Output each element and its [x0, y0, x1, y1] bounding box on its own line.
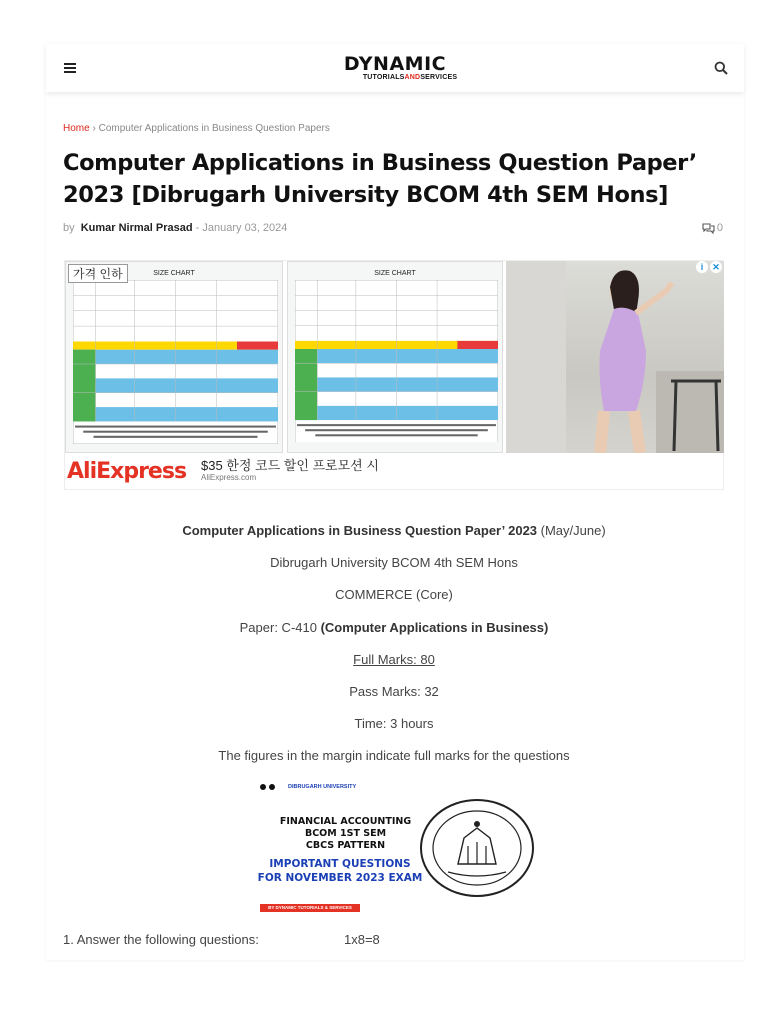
swimsuit-model-image	[506, 261, 724, 453]
size-chart-grid	[73, 280, 278, 444]
ad-size-chart-1[interactable]	[65, 261, 283, 453]
full-marks-line: Full Marks: 80	[353, 651, 435, 667]
size-chart-title-2: SIZE CHART	[374, 270, 416, 277]
article-title: Computer Applications in Business Question Paper’ 2023 [Dibrugarh University BCOM 4th SEM Hons]	[63, 150, 697, 208]
ad-product-photo[interactable]	[506, 261, 724, 453]
article-meta	[63, 222, 287, 234]
post-date: January 03, 2024	[202, 222, 288, 234]
author-link[interactable]: Kumar Nirmal Prasad	[80, 222, 193, 234]
size-chart-title: SIZE CHART	[153, 270, 195, 277]
article-body	[63, 520, 725, 778]
fi-line3: CBCS PATTERN	[305, 840, 386, 851]
instructions-line: The figures in the margin indicate full marks for the questions	[218, 748, 570, 764]
question-1-marks: 1x8=8	[344, 932, 380, 947]
university-line: Dibrugarh University BCOM 4th SEM Hons	[270, 555, 518, 571]
price-drop-badge: 가격 인하	[68, 264, 128, 283]
univ-header: DIBRUGARH UNIVERSITY	[260, 784, 356, 790]
university-seal-icon	[418, 798, 536, 898]
fi-credit: BY DYNAMIC TUTORIALS & SERVICES	[260, 904, 360, 912]
paper-code-line: Paper: C-410 (Computer Applications in Business)	[239, 619, 549, 635]
ad-choices[interactable]	[696, 261, 722, 273]
breadcrumb-separator: ›	[92, 123, 96, 134]
breadcrumb	[63, 123, 330, 134]
logo-sub-text: TUTORIALSANDSERVICES	[362, 74, 458, 81]
ad-size-chart-2[interactable]	[287, 261, 503, 453]
advertisement[interactable]	[64, 260, 724, 490]
paper-heading: Computer Applications in Business Question Paper’ 2023 (May/June)	[182, 523, 606, 538]
fi-line4: IMPORTANT QUESTIONS	[269, 858, 411, 870]
ad-headline[interactable]: $35 한정 코드 할인 프로모션 시	[201, 458, 379, 473]
ad-url[interactable]: AliExpress.com	[201, 473, 257, 482]
site-logo[interactable]	[46, 54, 744, 82]
comment-count: 0	[716, 222, 723, 234]
fi-line1: FINANCIAL ACCOUNTING	[279, 816, 412, 827]
ad-close-icon[interactable]: ✕	[710, 261, 722, 273]
logo-main-text: DYNAMIC	[343, 53, 447, 75]
fi-line2: BCOM 1ST SEM	[304, 828, 387, 839]
aliexpress-logo[interactable]: AliExpress	[67, 459, 187, 484]
time-line: Time: 3 hours	[354, 716, 434, 732]
breadcrumb-home[interactable]: Home	[63, 123, 90, 134]
byline-prefix: by	[63, 222, 75, 234]
feature-image[interactable]	[258, 778, 538, 914]
fi-line5: FOR NOVEMBER 2023 EXAM	[257, 872, 423, 884]
size-chart-grid-2	[295, 280, 498, 442]
comments-icon	[702, 223, 715, 234]
comments-link[interactable]	[702, 222, 723, 234]
site-header	[46, 44, 744, 92]
breadcrumb-current[interactable]: Computer Applications in Business Question Papers	[98, 123, 330, 134]
search-icon[interactable]	[714, 61, 728, 75]
pass-marks-line: Pass Marks: 32	[349, 683, 439, 699]
ad-info-icon[interactable]: i	[696, 261, 708, 273]
question-1: 1. Answer the following questions:	[63, 932, 259, 947]
course-line: COMMERCE (Core)	[335, 587, 453, 603]
date-separator: -	[195, 222, 200, 234]
